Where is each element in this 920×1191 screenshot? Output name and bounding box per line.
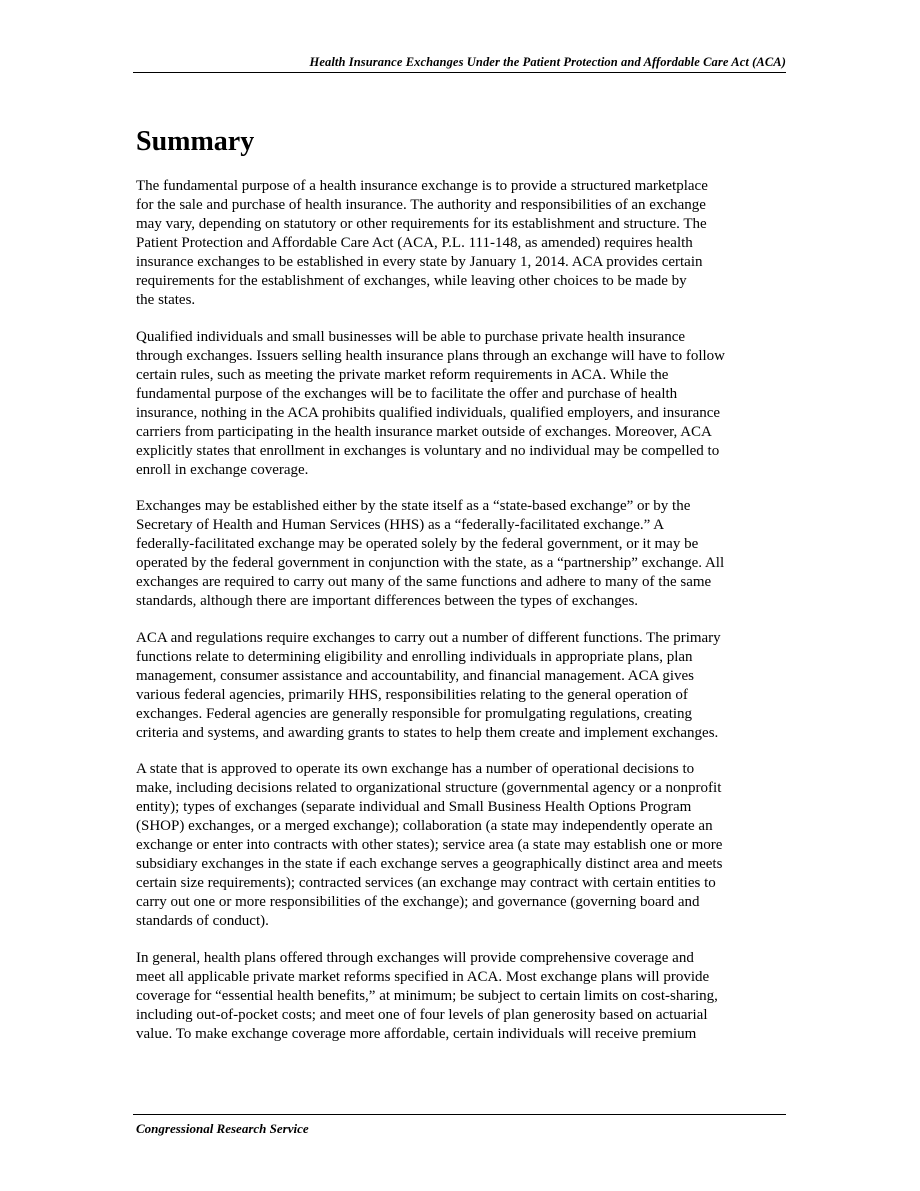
text-line: exchanges. Federal agencies are generally responsible for promulgating regulations, creating	[136, 705, 693, 722]
text-line: Exchanges may be established either by the state itself as a “state-based exchange” or by the	[136, 498, 691, 514]
text-line: including out-of-pocket costs; and meet one of four levels of plan generosity based on actuarial	[136, 1006, 708, 1023]
text-line: through exchanges. Issuers selling health insurance plans through an exchange will have to follow	[136, 347, 726, 364]
text-line: the states.	[136, 292, 196, 308]
text-line: (SHOP) exchanges, or a merged exchange); collaboration (a state may independently operate an	[136, 818, 713, 834]
text-line: various federal agencies, primarily HHS, responsibilities relating to the general operation of	[136, 686, 688, 703]
text-line: may vary, depending on statutory or other requirements for its establishment and structure. The	[136, 216, 707, 232]
text-line: Patient Protection and Affordable Care Act (ACA, P.L. 111-148, as amended) requires health	[136, 235, 693, 251]
paragraph	[136, 949, 786, 1044]
text-line: ACA and regulations require exchanges to carry out a number of different functions. The primary	[136, 629, 721, 646]
text-line: fundamental purpose of the exchanges will be to facilitate the offer and purchase of health	[136, 385, 678, 402]
text-line: insurance exchanges to be established in every state by January 1, 2014. ACA provides certain	[136, 254, 703, 270]
text-line: coverage for “essential health benefits,” at minimum; be subject to certain limits on cost-sharing,	[136, 987, 718, 1004]
text-line: certain rules, such as meeting the private market reform requirements in ACA. While the	[136, 366, 669, 383]
text-line: Qualified individuals and small businesses will be able to purchase private health insurance	[136, 328, 686, 345]
text-line: Secretary of Health and Human Services (HHS) as a “federally-facilitated exchange.” A	[136, 517, 665, 533]
text-line: certain size requirements); contracted services (an exchange may contract with certain entities to	[136, 875, 716, 891]
text-line: enroll in exchange coverage.	[136, 461, 309, 478]
text-line: carriers from participating in the health insurance market outside of exchanges. Moreover, ACA	[136, 423, 712, 440]
text-line: A state that is approved to operate its own exchange has a number of operational decisions to	[136, 761, 695, 777]
text-line: In general, health plans offered through exchanges will provide comprehensive coverage and	[136, 949, 694, 966]
text-line: operated by the federal government in conjunction with the state, as a “partnership” exchange. All	[136, 555, 725, 571]
text-line: value. To make exchange coverage more affordable, certain individuals will receive premium	[136, 1025, 697, 1042]
paragraph	[136, 328, 786, 480]
text-line: meet all applicable private market reforms specified in ACA. Most exchange plans will provide	[136, 968, 710, 985]
text-line: carry out one or more responsibilities of the exchange); and governance (governing board and	[136, 894, 700, 910]
text-line: standards of conduct).	[136, 913, 269, 929]
text-line: federally-facilitated exchange may be operated solely by the federal government, or it may be	[136, 536, 699, 552]
text-line: subsidiary exchanges in the state if each exchange serves a geographically distinct area and meets	[136, 856, 723, 872]
text-line: The fundamental purpose of a health insurance exchange is to provide a structured marketplace	[136, 178, 708, 194]
body-text	[136, 177, 786, 1044]
text-line: criteria and systems, and awarding grants to states to help them create and implement exchanges.	[136, 724, 719, 741]
text-line: requirements for the establishment of exchanges, while leaving other choices to be made by	[136, 273, 687, 289]
footer-rule	[133, 1114, 786, 1115]
text-line: entity); types of exchanges (separate individual and Small Business Health Options Program	[136, 799, 692, 815]
text-line: exchange or enter into contracts with other states); service area (a state may establish one or more	[136, 837, 723, 853]
text-line: standards, although there are important differences between the types of exchanges.	[136, 593, 639, 609]
running-footer-publisher: Congressional Research Service	[136, 1121, 309, 1136]
paragraph	[136, 497, 786, 611]
page-title: Summary	[136, 126, 255, 157]
running-header-title: Health Insurance Exchanges Under the Patient Protection and Affordable Care Act (ACA)	[309, 55, 786, 69]
text-line: functions relate to determining eligibility and enrolling individuals in appropriate plans, plan	[136, 648, 693, 665]
paragraph	[136, 760, 786, 931]
paragraph	[136, 629, 786, 743]
text-line: explicitly states that enrollment in exchanges is voluntary and no individual may be compelled to	[136, 442, 720, 459]
text-line: for the sale and purchase of health insurance. The authority and responsibilities of an exchange	[136, 197, 706, 213]
text-line: exchanges are required to carry out many of the same functions and adhere to many of the same	[136, 574, 712, 590]
header-rule	[133, 72, 786, 73]
text-line: management, consumer assistance and accountability, and financial management. ACA gives	[136, 667, 695, 684]
paragraph	[136, 177, 786, 310]
text-line: make, including decisions related to organizational structure (governmental agency or a nonprofit	[136, 780, 722, 796]
text-line: insurance, nothing in the ACA prohibits qualified individuals, qualified employers, and insurance	[136, 404, 721, 421]
